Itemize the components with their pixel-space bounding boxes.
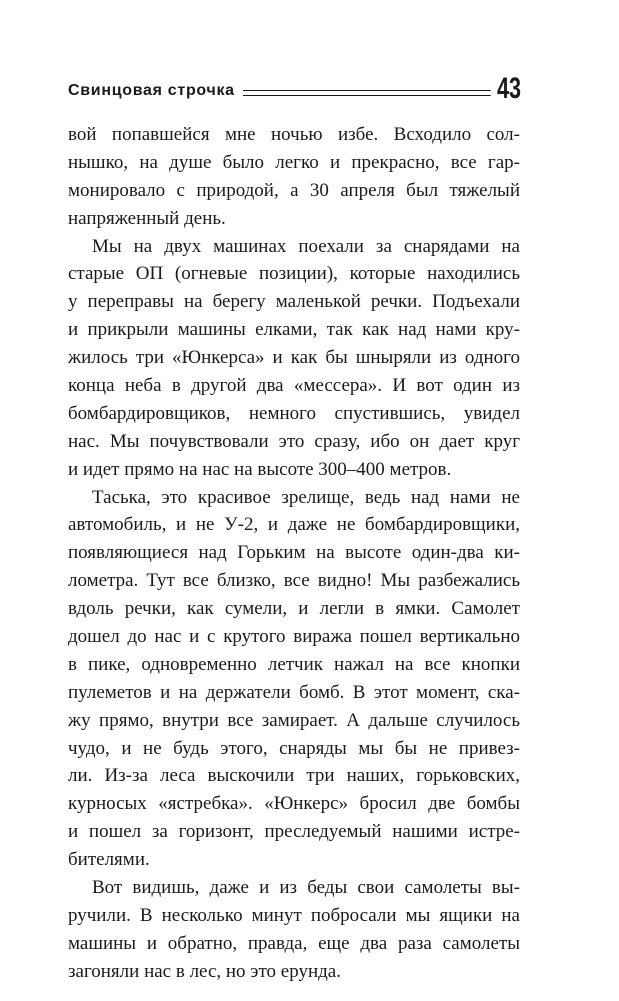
header-rule — [243, 90, 521, 96]
text-line: ручили. В несколько минут побросали мы ящики на — [68, 904, 520, 926]
paragraph — [68, 874, 520, 986]
text-line: Таська, это красивое зрелище, ведь над нами не — [92, 486, 520, 508]
text-line: появляющиеся над Горьким на высоте один-два ки- — [68, 542, 520, 564]
text-line: и пошел за горизонт, преследуемый нашими истре- — [68, 821, 520, 843]
text-line: ли. Из-за леса выскочили три наших, горьковских, — [68, 765, 520, 787]
text-line: в пике, одновременно летчик нажал на все кнопки — [68, 653, 520, 675]
text-line: Мы на двух машинах поехали за снарядами на — [92, 235, 520, 257]
text-line: нас. Мы почувствовали это сразу, ибо он дает круг — [68, 430, 520, 452]
body-text — [68, 121, 520, 986]
text-line: автомобиль, и не У-2, и даже не бомбардировщики, — [68, 514, 520, 536]
text-line: напряженный день. — [68, 207, 226, 229]
text-line: нышко, на душе было легко и прекрасно, все гар- — [68, 151, 520, 173]
text-line: курносых «ястребка». «Юнкерс» бросил две бомбы — [68, 793, 520, 815]
text-line: бителями. — [68, 849, 150, 871]
text-line: машины и обратно, правда, еще два раза самолеты — [68, 932, 520, 954]
text-line: дошел до нас и с крутого виража пошел вертикально — [68, 626, 520, 648]
text-line: бомбардировщиков, немного спустившись, увидел — [68, 402, 520, 424]
text-line: Вот видишь, даже и из беды свои самолеты вы- — [92, 877, 520, 899]
text-line: и идет прямо на нас на высоте 300–400 метров. — [68, 458, 452, 480]
text-line: конца неба в другой два «мессера». И вот один из — [68, 375, 520, 397]
text-line: вой попавшейся мне ночью избе. Всходило сол- — [68, 124, 520, 145]
paragraph — [68, 121, 520, 233]
text-line: и прикрыли машины елками, так как над нами кру- — [68, 319, 520, 341]
text-line: вдоль речки, как сумели, и легли в ямки. Самолет — [68, 598, 520, 620]
page-number: 43 — [491, 74, 521, 104]
text-line: жилось три «Юнкерса» и как бы шныряли из одного — [68, 347, 520, 369]
text-line: лометра. Тут все близко, все видно! Мы разбежались — [68, 570, 520, 592]
running-title: Свинцовая строчка — [68, 82, 235, 99]
paragraph — [68, 233, 520, 484]
text-line: жу прямо, внутри все замирает. А дальше случилось — [68, 709, 520, 731]
text-line: старые ОП (огневые позиции), которые находились — [68, 263, 520, 285]
running-header — [68, 78, 521, 104]
text-line: монировало с природой, а 30 апреля был тяжелый — [68, 179, 520, 201]
text-line: пулеметов и на держатели бомб. В этот момент, ска- — [68, 681, 520, 703]
text-line: чудо, и не будь этого, снаряды мы бы не привез- — [68, 737, 520, 759]
text-line: у переправы на берегу маленькой речки. Подъехали — [68, 291, 520, 313]
text-line: загоняли нас в лес, но это ерунда. — [68, 960, 341, 982]
paragraph — [68, 484, 520, 874]
